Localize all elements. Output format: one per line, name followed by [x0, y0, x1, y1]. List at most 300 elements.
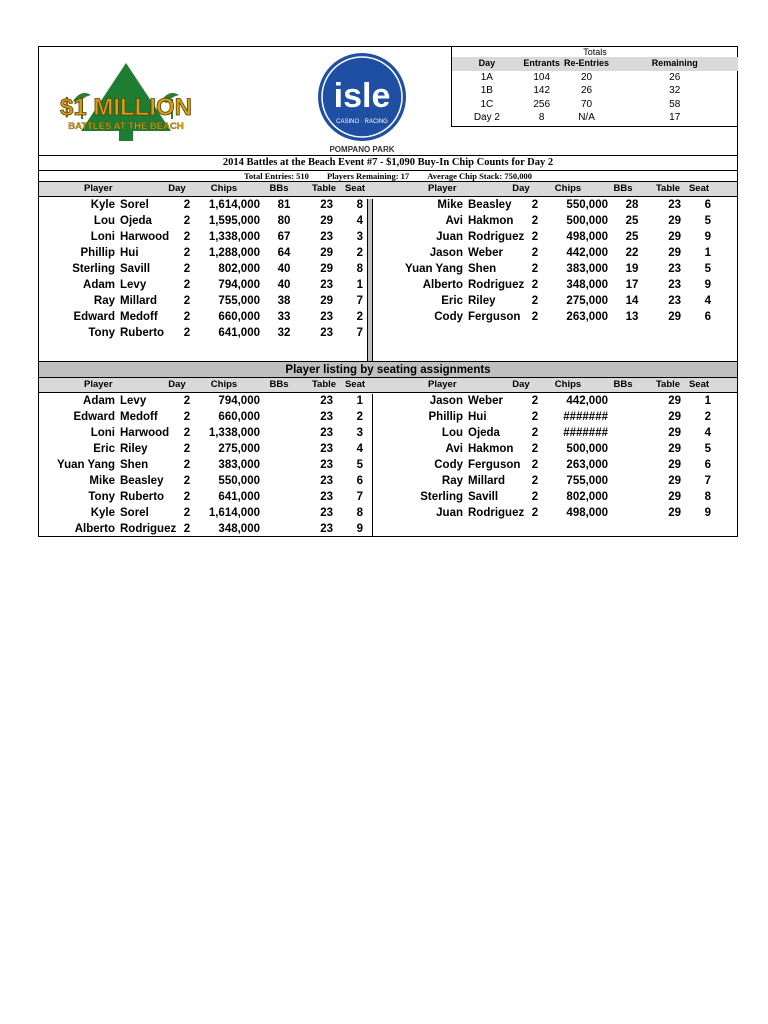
average-chip-stack: Average Chip Stack: 750,000	[427, 171, 532, 181]
player-chips: 348,000	[566, 279, 608, 291]
player-chips: 498,000	[566, 507, 608, 519]
player-last: Sorel	[120, 507, 149, 519]
player-last: Ferguson	[468, 311, 521, 323]
player-bbs: 25	[625, 231, 639, 243]
player-row	[47, 277, 377, 293]
player-day: 2	[531, 231, 539, 243]
player-day: 2	[183, 443, 191, 455]
column-header-chips: Chips	[554, 379, 582, 390]
player-seat: 8	[356, 263, 363, 275]
player-chips: 1,338,000	[208, 427, 260, 439]
player-last: Medoff	[120, 311, 158, 323]
player-row	[395, 261, 725, 277]
column-header-table: Table	[311, 183, 337, 194]
player-table: 29	[668, 459, 681, 471]
player-seat: 1	[704, 395, 711, 407]
player-table: 29	[668, 247, 681, 259]
player-day: 2	[531, 263, 539, 275]
player-seat: 3	[356, 427, 363, 439]
player-seat: 5	[704, 263, 711, 275]
player-row	[47, 505, 377, 521]
player-day: 2	[183, 427, 191, 439]
player-first: Loni	[90, 427, 115, 439]
million-logo	[51, 61, 201, 151]
player-last: Weber	[468, 247, 503, 259]
player-seat: 4	[356, 443, 363, 455]
column-header-seat: Seat	[688, 379, 710, 390]
player-table: 29	[320, 263, 333, 275]
player-row	[47, 213, 377, 229]
player-row	[395, 441, 725, 457]
total-entries: Total Entries: 510	[244, 171, 309, 181]
player-last: Hui	[120, 247, 139, 259]
player-table: 29	[668, 411, 681, 423]
player-seat: 4	[704, 427, 711, 439]
column-header-day: Day	[168, 379, 186, 390]
player-last: Rodriguez	[468, 279, 525, 291]
seating-section-title: Player listing by seating assignments	[39, 361, 737, 378]
column-header-player: Player	[428, 183, 457, 194]
seating-divider	[372, 394, 373, 537]
totals-cell: 17	[669, 112, 681, 123]
player-day: 2	[183, 411, 191, 423]
player-first: Avi	[445, 215, 463, 227]
player-last: Millard	[468, 475, 506, 487]
player-last: Weber	[468, 395, 503, 407]
player-bbs: 19	[625, 263, 639, 275]
player-table: 29	[668, 443, 681, 455]
totals-cell: 26	[580, 85, 593, 96]
player-row	[47, 473, 377, 489]
player-last: Medoff	[120, 411, 158, 423]
totals-cell: 32	[669, 85, 681, 96]
player-last: Ruberto	[120, 491, 165, 503]
player-table: 23	[320, 443, 333, 455]
player-row	[47, 309, 377, 325]
player-first: Mike	[89, 475, 115, 487]
player-table: 23	[320, 411, 333, 423]
totals-cell: 1A	[480, 71, 493, 83]
totals-row	[452, 98, 738, 112]
totals-cell: 142	[533, 85, 551, 96]
player-bbs: 13	[625, 311, 639, 323]
player-seat: 4	[356, 215, 363, 227]
player-last: Ferguson	[468, 459, 521, 471]
player-day: 2	[531, 199, 539, 211]
player-last: Savill	[120, 263, 151, 275]
player-last: Ojeda	[468, 427, 500, 439]
player-first: Phillip	[428, 411, 463, 423]
player-table: 29	[668, 507, 681, 519]
player-row	[47, 489, 377, 505]
player-day: 2	[531, 311, 539, 323]
player-seat: 3	[356, 231, 363, 243]
player-chips: 550,000	[566, 199, 608, 211]
player-chips: 794,000	[218, 395, 260, 407]
player-row	[395, 293, 725, 309]
player-last: Harwood	[120, 427, 170, 439]
player-first: Eric	[93, 443, 115, 455]
player-bbs: 64	[277, 247, 291, 259]
totals-header-entrants: Entrants	[523, 58, 560, 68]
player-chips: 275,000	[218, 443, 260, 455]
player-chips: 442,000	[566, 395, 608, 407]
totals-cell: N/A	[578, 112, 595, 123]
player-row	[395, 229, 725, 245]
player-first: Jason	[429, 395, 463, 407]
player-first: Tony	[88, 327, 115, 339]
player-table: 23	[320, 199, 333, 211]
player-last: Ruberto	[120, 327, 165, 339]
player-row	[395, 489, 725, 505]
player-seat: 7	[356, 327, 363, 339]
player-bbs: 81	[277, 199, 291, 211]
player-last: Savill	[468, 491, 499, 503]
player-first: Adam	[83, 395, 115, 407]
player-seat: 1	[356, 279, 363, 291]
player-row	[395, 473, 725, 489]
column-header-seat: Seat	[688, 183, 710, 194]
player-row	[47, 325, 377, 341]
column-header-player: Player	[84, 379, 113, 390]
player-chips: 1,595,000	[208, 215, 260, 227]
player-chips: 802,000	[566, 491, 608, 503]
player-row	[47, 441, 377, 457]
player-day: 2	[531, 459, 539, 471]
player-chips: 641,000	[218, 491, 260, 503]
player-first: Juan	[436, 507, 463, 519]
player-day: 2	[531, 295, 539, 307]
player-first: Yuan Yang	[405, 263, 463, 275]
player-day: 2	[531, 443, 539, 455]
player-row	[47, 261, 377, 277]
player-chips: 263,000	[566, 459, 608, 471]
player-table: 23	[320, 427, 333, 439]
player-day: 2	[531, 279, 539, 291]
player-bbs: 28	[625, 199, 639, 211]
player-table: 29	[668, 475, 681, 487]
player-table: 29	[320, 295, 333, 307]
player-seat: 5	[704, 443, 711, 455]
player-table: 29	[668, 427, 681, 439]
player-table: 23	[320, 395, 333, 407]
player-first: Lou	[93, 215, 115, 227]
players-remaining: Players Remaining: 17	[327, 171, 410, 181]
player-bbs: 40	[277, 279, 291, 291]
player-bbs: 67	[277, 231, 291, 243]
player-bbs: 80	[277, 215, 291, 227]
player-row	[395, 393, 725, 409]
totals-cell: 58	[669, 98, 681, 110]
player-row	[395, 309, 725, 325]
player-seat: 9	[704, 279, 711, 291]
player-seat: 7	[356, 491, 363, 503]
column-header-player: Player	[84, 183, 113, 194]
player-last: Levy	[120, 395, 147, 407]
player-first: Sterling	[420, 491, 463, 503]
player-last: Beasley	[468, 199, 512, 211]
isle-logo-subtext: CASINO · RACING	[336, 119, 388, 125]
player-chips: 348,000	[218, 523, 260, 535]
column-header-chips: Chips	[210, 379, 238, 390]
player-row	[47, 293, 377, 309]
player-day: 2	[531, 395, 539, 407]
player-row	[47, 229, 377, 245]
player-seat: 1	[704, 247, 711, 259]
player-day: 2	[531, 411, 539, 423]
totals-cell: 70	[580, 98, 593, 110]
player-row	[395, 505, 725, 521]
player-chips: 660,000	[218, 411, 260, 423]
column-header-seat: Seat	[344, 183, 366, 194]
player-table: 23	[668, 295, 681, 307]
player-row	[395, 457, 725, 473]
player-seat: 8	[356, 507, 363, 519]
totals-title: Totals	[583, 47, 607, 57]
player-last: Rodriguez	[468, 507, 525, 519]
player-chips: 263,000	[566, 311, 608, 323]
player-bbs: 17	[625, 279, 639, 291]
player-table: 29	[668, 231, 681, 243]
totals-cell: 104	[533, 71, 551, 83]
totals-cell: 20	[580, 71, 593, 83]
player-last: Hui	[468, 411, 487, 423]
million-logo-text: $1 MILLION	[59, 94, 193, 121]
player-first: Loni	[90, 231, 115, 243]
player-day: 2	[183, 311, 191, 323]
player-table: 23	[320, 523, 333, 535]
player-first: Cody	[434, 459, 463, 471]
player-row	[395, 245, 725, 261]
totals-header-reentries: Re-Entries	[564, 58, 610, 68]
player-seat: 2	[704, 411, 711, 423]
totals-header-remaining: Remaining	[651, 58, 698, 68]
player-first: Alberto	[74, 523, 115, 535]
player-seat: 6	[704, 311, 711, 323]
player-last: Harwood	[120, 231, 170, 243]
totals-cell: 1B	[480, 85, 493, 96]
player-bbs: 22	[625, 247, 639, 259]
player-first: Eric	[441, 295, 463, 307]
player-table: 23	[668, 199, 681, 211]
player-day: 2	[531, 491, 539, 503]
player-first: Ray	[441, 475, 463, 487]
player-row	[47, 521, 377, 537]
column-header-day: Day	[512, 183, 530, 194]
isle-location-text: POMPANO PARK	[329, 145, 395, 154]
totals-cell: 8	[538, 112, 545, 123]
player-bbs: 14	[625, 295, 639, 307]
player-first: Juan	[436, 231, 463, 243]
player-last: Riley	[120, 443, 148, 455]
player-bbs: 25	[625, 215, 639, 227]
player-chips: 442,000	[566, 247, 608, 259]
player-first: Ray	[93, 295, 115, 307]
player-seat: 6	[704, 459, 711, 471]
player-table: 29	[668, 311, 681, 323]
player-seat: 5	[356, 459, 363, 471]
chip-counts-column-header	[39, 181, 737, 197]
totals-cell: 1C	[480, 98, 494, 110]
player-seat: 6	[356, 475, 363, 487]
player-day: 2	[183, 523, 191, 535]
totals-row	[452, 71, 738, 85]
player-seat: 4	[704, 295, 711, 307]
seating-column-header	[39, 377, 737, 393]
player-row	[395, 425, 725, 441]
column-header-table: Table	[311, 379, 337, 390]
player-seat: 8	[356, 199, 363, 211]
player-first: Cody	[434, 311, 463, 323]
player-table: 23	[320, 327, 333, 339]
player-bbs: 32	[277, 327, 291, 339]
player-table: 29	[320, 247, 333, 259]
player-table: 23	[320, 279, 333, 291]
player-table: 29	[668, 215, 681, 227]
player-seat: 9	[704, 507, 711, 519]
player-first: Adam	[83, 279, 115, 291]
player-row	[47, 457, 377, 473]
column-header-chips: Chips	[210, 183, 238, 194]
column-header-player: Player	[428, 379, 457, 390]
player-chips: #######	[563, 411, 608, 423]
player-chips: 1,288,000	[208, 247, 260, 259]
totals-cell: 256	[533, 98, 551, 110]
isle-logo-text: isle	[333, 77, 391, 115]
player-last: Riley	[468, 295, 496, 307]
totals-header-day: Day	[478, 58, 496, 68]
player-seat: 9	[704, 231, 711, 243]
totals-table	[451, 47, 738, 127]
player-row	[395, 277, 725, 293]
player-table: 23	[668, 263, 681, 275]
player-seat: 8	[704, 491, 711, 503]
player-last: Shen	[468, 263, 497, 275]
column-header-chips: Chips	[554, 183, 582, 194]
column-header-table: Table	[655, 183, 681, 194]
player-chips: 660,000	[218, 311, 260, 323]
player-day: 2	[183, 231, 191, 243]
player-table: 23	[320, 507, 333, 519]
player-row	[395, 409, 725, 425]
player-row	[47, 425, 377, 441]
player-chips: 498,000	[566, 231, 608, 243]
player-first: Alberto	[422, 279, 463, 291]
column-header-day: Day	[512, 379, 530, 390]
totals-row	[452, 111, 738, 125]
player-chips: 500,000	[566, 215, 608, 227]
player-seat: 7	[356, 295, 363, 307]
player-day: 2	[183, 327, 191, 339]
player-row	[47, 409, 377, 425]
player-first: Kyle	[90, 199, 115, 211]
player-day: 2	[183, 215, 191, 227]
player-day: 2	[183, 199, 191, 211]
player-day: 2	[183, 247, 191, 259]
player-row	[395, 197, 725, 213]
player-last: Hakmon	[468, 443, 514, 455]
column-header-seat: Seat	[344, 379, 366, 390]
player-last: Ojeda	[120, 215, 152, 227]
player-day: 2	[531, 475, 539, 487]
column-header-day: Day	[168, 183, 186, 194]
player-last: Rodriguez	[120, 523, 177, 535]
column-header-bbs: BBs	[269, 183, 289, 194]
player-day: 2	[531, 507, 539, 519]
column-header-bbs: BBs	[613, 183, 633, 194]
player-first: Kyle	[90, 507, 115, 519]
player-seat: 7	[704, 475, 711, 487]
player-chips: 755,000	[566, 475, 608, 487]
isle-logo	[307, 51, 417, 155]
player-row	[395, 213, 725, 229]
player-day: 2	[183, 395, 191, 407]
player-first: Lou	[441, 427, 463, 439]
player-table: 29	[668, 491, 681, 503]
player-table: 29	[668, 395, 681, 407]
totals-cell: 26	[669, 71, 681, 83]
column-header-bbs: BBs	[269, 379, 289, 390]
player-seat: 2	[356, 311, 363, 323]
event-title: 2014 Battles at the Beach Event #7 - $1,090 Buy-In Chip Counts for Day 2	[39, 155, 737, 170]
player-chips: 1,614,000	[208, 507, 260, 519]
player-day: 2	[531, 247, 539, 259]
player-chips: 500,000	[566, 443, 608, 455]
player-chips: 641,000	[218, 327, 260, 339]
player-last: Hakmon	[468, 215, 514, 227]
player-last: Shen	[120, 459, 149, 471]
player-seat: 6	[704, 199, 711, 211]
player-table: 23	[668, 279, 681, 291]
player-seat: 5	[704, 215, 711, 227]
player-seat: 1	[356, 395, 363, 407]
totals-cell: Day 2	[473, 112, 500, 123]
player-chips: 383,000	[218, 459, 260, 471]
player-seat: 2	[356, 411, 363, 423]
player-chips: 1,338,000	[208, 231, 260, 243]
player-first: Edward	[73, 311, 115, 323]
player-chips: 275,000	[566, 295, 608, 307]
player-chips: 755,000	[218, 295, 260, 307]
player-day: 2	[183, 263, 191, 275]
player-first: Yuan Yang	[57, 459, 115, 471]
column-header-table: Table	[655, 379, 681, 390]
player-first: Phillip	[80, 247, 115, 259]
player-row	[47, 393, 377, 409]
player-day: 2	[183, 507, 191, 519]
player-table: 23	[320, 231, 333, 243]
player-first: Mike	[437, 199, 463, 211]
player-chips: 794,000	[218, 279, 260, 291]
player-chips: 550,000	[218, 475, 260, 487]
player-first: Avi	[445, 443, 463, 455]
column-divider	[367, 199, 373, 361]
player-day: 2	[183, 459, 191, 471]
chip-count-sheet	[38, 46, 738, 537]
player-day: 2	[183, 295, 191, 307]
player-seat: 9	[356, 523, 363, 535]
player-row	[47, 197, 377, 213]
totals-row	[452, 84, 738, 98]
player-last: Beasley	[120, 475, 164, 487]
player-first: Sterling	[72, 263, 115, 275]
player-day: 2	[183, 475, 191, 487]
player-last: Millard	[120, 295, 158, 307]
player-day: 2	[531, 215, 539, 227]
player-day: 2	[183, 491, 191, 503]
player-first: Edward	[73, 411, 115, 423]
player-table: 23	[320, 311, 333, 323]
